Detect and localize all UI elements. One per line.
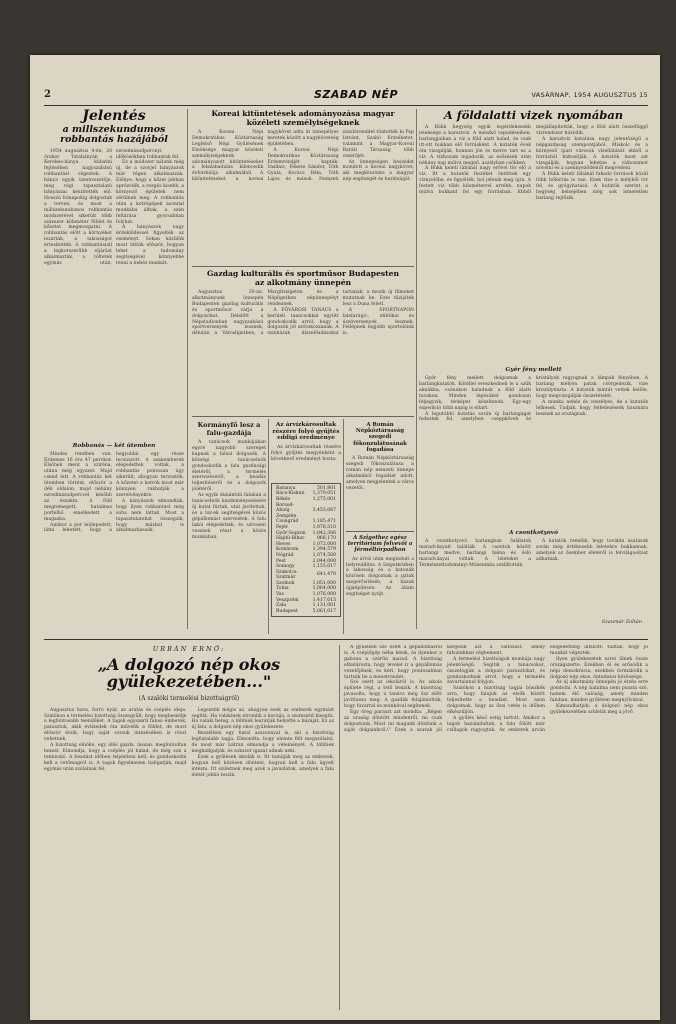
article-divider xyxy=(192,266,414,267)
article-body-text: A Bükk hegység egyik legérdekesebb jelensége a karsztvíz. A mészkő repedéseiben, barlangjaiban a víz a föld alatt halad, és csak itt-ott bukkan elő forrásként. A kutatók évek óta vizsgálják, honnan jön és merre tart ez a víz. A vízhozam ingadozik, az esőzések után néhány nap múlva megnő, aszályban csökken. A Bükk keleti lábánál nagy erővel tör elő a víz. Itt a kutatók festéket öntöttek egy víznyelőbe, és figyelték, hol jelenik meg újra. A festett víz több kilométerrel arrébb, napok múlva bukkant fel egy forrásban. Ebből megállapították, hogy a föld alatt összefüggő vízrendszer húzódik. A karsztvíz kutatása nagy jelentőségű a népgazdaság szempontjából. Miskolc és a környező ipari városok vízellátását ebből a forrásból biztosítják. A kutatók most azt vizsgálják, hogyan lehetne a vízhozamot növelni és a szennyeződéstől megvédeni. A Bükk keleti lábánál fakadó források közül több hőforrás is van. Ezek vize a mélyből tör fel, és gyógyhatású. A kutatók szerint a hegység belsejében még sok ismeretlen barlang rejtőzik. xyxy=(419,125,648,201)
donation-amount: 1,131,001 xyxy=(312,603,336,609)
article-body-text: Augusztus hava, forró nyár, az aratás és cséplés ideje. Szalókon a termelési bizottság összegyűlt, hogy megbeszélje a legfontosabb teendőket. A tagok egyszerű falusi emberek, parasztok, akik évtizedek óta művelik a földet, de most először érzik, hogy saját sorsuk intézésében is részt vehetnek. A bizottság elnöke, egy idős gazda, lassan, megfontoltan beszél. Elmondja, hogy a cséplés jól halad, de még sok a tennivaló. A beadást időben teljesíteni kell, és gondoskodni kell a vetőmagról is. A tagok figyelmesen hallgatják, majd egymás után szólalnak fel. Legszebb mégis az, ahogyan ezek az emberek egymást segítik. Ha valakinek elromlik a kocsija, a szomszéd kisegíti. Ha valaki beteg, a többiek learatják helyette a búzáját. Ez az új falu, a dolgozó nép okos gyülekezete. Beszéltem egy fiatal asszonnyal is, aki a bizottság legfiatalabb tagja. Elmondta, hogy eleinte félt megszólalni, de most már bátran elmondja a véleményét. A többiek meghallgatják, és sokszor igazat adnak neki. Ezek a gyűlések iskolák is. Itt tanulják meg az emberek, hogyan kell közösen dönteni, hogyan kell a falu ügyeit intézni. Itt születnek meg azok a javaslatok, amelyek a falu életét jobbá teszik. xyxy=(44,707,334,778)
page-header xyxy=(44,89,648,103)
article-body-text: A tanácsok munkájában egyre nagyobb szerepet kapnak a falusi dolgozók. A községi tanácselnök gondoskodik a falu gazdasági életéről, a termelés szervezéséről, a beadás teljesítéséről és a dolgozók jólétéről. Az egyik dunántúli faluban a tanácselnök kezdeményezésére új kutat fúrtak, utat javítottak, és a tsz-ek segítségével közös gépállomást szerveztek. A falu lakói elégedettek, és szívesen vesznek részt a közös munkában. xyxy=(192,440,266,540)
table-row xyxy=(274,570,338,581)
article-divider xyxy=(192,416,414,417)
county-name: Szolnok xyxy=(276,580,295,586)
donation-amount: 1,417,015 xyxy=(312,597,336,603)
donation-amount: 1,185,471 xyxy=(312,519,336,525)
article-body-text: 1954 augusztus 4-én, 20 órakor Tatabányán a Kerekes-bánya külszíni fejtésében nagyszabású robbantást végeztek. A bánya egyik üzemvezetője, meg régi tapasztalatú bányászai készítették elő. Hosszú hónapokig dolgoztak a terven, és most a millszekundumos robbantás módszerével sikerült több százezer köbméter földet és kőzetet megmozgatni. A robbantás előtt a környéket lezárták, a lakosságot értesítették. A robbantásnál a legkorszerűbb eljárást alkalmazták, a töltetek egymás után, ezredmásodpercnyi időközökben robbantak fel. Ez a módszer nálunk még új, de a szovjet bányászok már régen alkalmazzák. Előnye, hogy a kőzet jobban aprózódik, a rezgés kisebb, a környező épületek nem sérülnek meg. A robbantás után a kotrógépek azonnal munkába álltak, a szén feltárása gyorsabban folyhat. A bányászok nagy érdeklődéssel figyelték az eseményt. Sokan közülük most látták először, hogyan lehet a tudomány segítségével könnyebbé tenni a nehéz munkát. xyxy=(44,148,184,266)
article-kulturalis-musor xyxy=(192,269,414,414)
article-author: URBÁN ERNŐ: xyxy=(152,645,226,653)
county-name: Vas xyxy=(276,592,284,598)
article-foldalatti-vizek xyxy=(419,109,648,634)
article-title: Jelentés xyxy=(82,109,146,124)
county-name: Veszprém xyxy=(276,597,299,603)
article-falu-gazdaja xyxy=(192,419,266,634)
donation-amount: 1,051,000 xyxy=(312,580,336,586)
article-body-text: A csontkotyovó barlangban ősállatok maradványait találták. A csontok között barlangi medve, barlangi hiéna és ősló maradványai voltak. A leleteket a Természettudományi Múzeumba szállították. A kutatók remélik, hogy további ásatások során még értékesebb leletekre bukkannak, amelyek az ősember életéről is felvilágosítást adhatnak. xyxy=(419,539,648,568)
county-name: Tolna xyxy=(276,586,289,592)
county-name: Győr-Sopron xyxy=(276,530,306,536)
column-divider xyxy=(268,419,269,634)
county-name: Baranya xyxy=(276,485,296,491)
county-name: Szabolcs-Szatmár xyxy=(276,569,298,581)
article-robbantas xyxy=(44,109,184,634)
county-name: Csongrád xyxy=(276,519,299,525)
donation-amount: 3,455,087 xyxy=(312,508,336,514)
county-name: Zala xyxy=(276,603,287,609)
article-title: Koreai kitüntetések adományozása magyar közéleti személyiségeknek xyxy=(211,109,395,127)
county-name: Békés xyxy=(276,496,290,502)
donation-amount: 5,061,017 xyxy=(312,608,336,614)
county-name: Nógrád xyxy=(276,552,294,558)
donations-table-box xyxy=(271,483,341,618)
donation-amount: 1,394,579 xyxy=(312,547,336,553)
donation-amount: 2,044,000 xyxy=(312,558,336,564)
article-title: Gazdag kulturális és sportműsor Budapesten az alkotmány ünnepén xyxy=(206,269,400,287)
donation-amount: 1,076,000 xyxy=(312,592,336,598)
article-divider xyxy=(346,531,414,532)
article-body-text: Gyér fény mellett dolgoznak a barlangkutatók. Kötéllel ereszkednek le a szűk aknákba, csónakon haladnak a föld alatti tavakon. Minden lépésüket gondosan feljegyzik, térképet készítenek. Egy-egy expedíció több napig is eltart. A legutóbbi kutatás során új barlangágat fedeztek fel, amelyben cseppkövek és kristályok ragyognak a lámpák fényében. A barlang mélyén patak csörgedezik, vize kristálytiszta. A kutatók mintát vettek belőle, hogy megvizsgálják összetételét. A munka nehéz és veszélyes, de a kutatók lelkesek. Tudják, hogy felfedezéseik hasznára lesznek az országnak. xyxy=(419,376,648,423)
county-name: Bács-Kiskun xyxy=(276,491,305,497)
article-body-text: A gyűlésen szó esett a gépállomásról is. A cséplőgép néha késik, és ilyenkor a gabona a szérűn marad. A bizottság elhatározta, hogy levelet ír a gépállomás vezetőjének, és kéri, hogy pontosabban tartsák be a menetrendet. Szó esett az iskoláról is. Az iskola épülete régi, a tető beázik. A bizottság javasolta, hogy a tanács még ősz előtt javíttassa meg. A gazdák felajánlották, hogy fuvarral és munkával segítenek. Egy öreg paraszt azt mondta: „Régen az uraság döntött mindenről, mi csak dolgoztunk. Most mi magunk döntünk a saját dolgainkról.\" Ezek a szavak jól kifejezik azt a változást, amely falvainkban végbement. A termelési bizottságok munkája nagy jelentőségű. Segítik a tanácsokat, összefogják a dolgozó parasztokat, és gondoskodnak arról, hogy a termelés zavartalanul folyjon. Szalókon a bizottság tagjai büszkék arra, hogy falujuk az elsők között teljesítette a beadást. Most azon dolgoznak, hogy az őszi vetés is időben elkészüljön. A gyűlés késő estig tartott. Amikor a tagok hazaindultak, a falu fölött már csillagok ragyogtak. Az emberek arcán elégedettség látszott: tudták, hogy jó munkát végeztek. Ilyen gyülekezetek ezrei ülnek össze országszerte. Ezekben él és erősödik a népi demokrácia, ezekben formálódik a dolgozó nép okos, öntudatos közössége. Az új alkotmány ünnepén jó érzés erre gondolni. A nép hatalma nem puszta szó, hanem élő valóság, amely minden faluban, minden gyűlésen megnyilvánul. Kimondhatjuk: a dolgozó nép okos gyülekezetében születik meg a jövő. xyxy=(344,645,648,733)
article-dolgozo-nep xyxy=(44,645,648,1015)
donation-amount: 1,042,306 xyxy=(312,530,336,536)
page-number: 2 xyxy=(44,89,51,100)
article-title: „A dolgozó nép okos gyülekezetében..." xyxy=(97,655,281,691)
article-title: A Román Népköztársaság szegedi főkonzulátusának fogadása xyxy=(353,422,407,453)
article-subtitle: (A szalóki termelési bizottságról) xyxy=(138,694,240,702)
table-row xyxy=(274,503,338,520)
column-divider xyxy=(339,645,340,1010)
article-title: Kormányfő lesz a falu-gazdája xyxy=(197,421,261,437)
issue-date: VASÁRNAP, 1954 AUGUSZTUS 15 xyxy=(531,91,648,99)
donation-amount: 1,064,000 xyxy=(312,586,336,592)
donation-amount: 641,470 xyxy=(317,572,336,578)
table-row xyxy=(274,609,338,615)
column-divider xyxy=(343,419,344,634)
donation-amount: 1,155,017 xyxy=(312,564,336,570)
county-name: Somogy xyxy=(276,564,295,570)
article-body-text: Mindez rendben van. Érdemes 16 óra 47 perckor. Elsőnek ment a sziréna, utána még egyszer. Majd csend lett. A robbantás két ütemben történt, először a déli oldalon, majd néhány ezredmásodperccel később az északin. A föld megremegett, hatalmas porfelhő emelkedett a magasba. Amikor a por leülepedett, látni lehetett, hogy a hegyoldal egy része lecsúszott. A szakemberek elégedettek voltak, a robbantás pontosan úgy sikerült, ahogyan tervezték. A kőzetet a kotrók most már könnyen rakhatják a szerelvényekre. A bányászok elmondták, hogy ilyen robbantást még soha nem láttak. Most a tapasztalatokat összegzik, hogy máshol is alkalmazhassák. xyxy=(44,451,184,534)
article-body-text: A Koreai Népi Demokratikus Köztársaság Legfelső Népi Gyűlésének Elnöksége magyar közéleti személyiségeknek adományozott kitüntetéseket a felszabadulás kilencedik évfordulója alkalmából. A kitüntetéseket a koreai nagykövet adta át ünnepélyes keretek között a nagykövetség épületében. A Koreai Népi Demokratikus Köztársaság Érdemrendjét kapták: Vasilnic, Fekete Sándor, Tóth Gyula, Kovács Béla, Tóth Lajos és mások. Nemzeti zászlórenddel tüntették ki Pap Istvánt, Szabó Erzsébetet, valamint a Magyar-Koreai Baráti Társaság több vezetőjét. Az ünnepségen beszédet mondott a koreai nagykövet, aki megköszönte a magyar nép segítségét és barátságát. xyxy=(192,130,414,183)
section-divider xyxy=(44,639,648,640)
column-divider xyxy=(416,109,417,629)
article-title: A Szigethez egész territórium felvevői a férméltórpadhon xyxy=(347,535,413,554)
article-arvizkarosultak xyxy=(271,419,341,634)
donation-amount: 1,074,500 xyxy=(312,552,336,558)
article-body-text: Az árvízkárosultak részére folyó gyűjtés megyénként a következő eredményt hozta: xyxy=(271,444,341,462)
article-body-text: A Román Népköztársaság szegedi főkonzulátusa a román nép nemzeti ünnepe alkalmából fogadást adott, amelyen megjelentek a város vezetői. xyxy=(346,456,414,491)
article-title: a millszekundumos robbantás hazájából xyxy=(60,123,168,145)
article-title: A földalatti vizek nyomában xyxy=(443,109,624,122)
crosshead: Robbanás — két ütemben xyxy=(72,442,156,449)
county-name: Fejér xyxy=(276,524,288,530)
header-rule xyxy=(44,105,648,106)
crosshead: A csontkotyovó xyxy=(508,530,559,537)
article-title: Az árvízkárosultak részére folyó gyűjtés eddigi eredménye xyxy=(272,422,340,442)
county-name: Hajdú-Bihar xyxy=(276,536,305,542)
donation-amount: 501,801 xyxy=(317,485,336,491)
county-name: Pest xyxy=(276,558,286,564)
donation-amount: 1,275,001 xyxy=(312,496,336,502)
article-koreai xyxy=(192,109,414,264)
donations-table xyxy=(274,486,338,615)
column-divider xyxy=(187,109,188,629)
article-signature: Szaumár Zoltán xyxy=(601,619,642,626)
donation-amount: 866,170 xyxy=(317,536,336,542)
donation-amount: 1,379,051 xyxy=(312,491,336,497)
crosshead: Gyér fény mellett xyxy=(505,367,562,374)
newspaper-page xyxy=(30,55,660,1020)
masthead: SZABAD NÉP xyxy=(314,88,399,101)
article-body-text: Az árvíz után megindult a helyreállítás. A Szigetközben a lakosság és a katonák közösen dolgoznak a gátak megerősítésén, a házak újjáépítésén. Az állam segítséget nyújt. xyxy=(346,556,414,598)
donation-amount: 1,072,000 xyxy=(312,541,336,547)
article-roman-fokonzulatus xyxy=(346,419,414,634)
article-body-text: Augusztus 20-án, alkotmányunk ünnepén Budapesten gazdag kulturális és sportműsor várja a dolgozókat. Délelőtt a Népstadionban nagyszabású sportversenyek lesznek, délután a Városligetben, a Margitszigeten és a Népligetben népünnepélyt rendeznek. A FŐVÁROSI TANÁCS a kerületi tanácsokkal együtt gondoskodik arról, hogy a dolgozók jól szórakozzanak. A színházak díszelőadásokat tartanak, a mozik új filmeket mutatnak be. Este tűzijáték lesz a Duna felett. A SPORTNAPON labdarúgó-, atlétikai és úszóversenyek lesznek. Fellépnek legjobb sportolóink is. xyxy=(192,290,414,337)
county-name: Borsod-Abaúj-Zemplén xyxy=(276,502,297,519)
county-name: Budapest xyxy=(276,608,298,614)
county-name: Komárom xyxy=(276,547,299,553)
county-name: Heves xyxy=(276,541,291,547)
donation-amount: 1,076,510 xyxy=(312,524,336,530)
